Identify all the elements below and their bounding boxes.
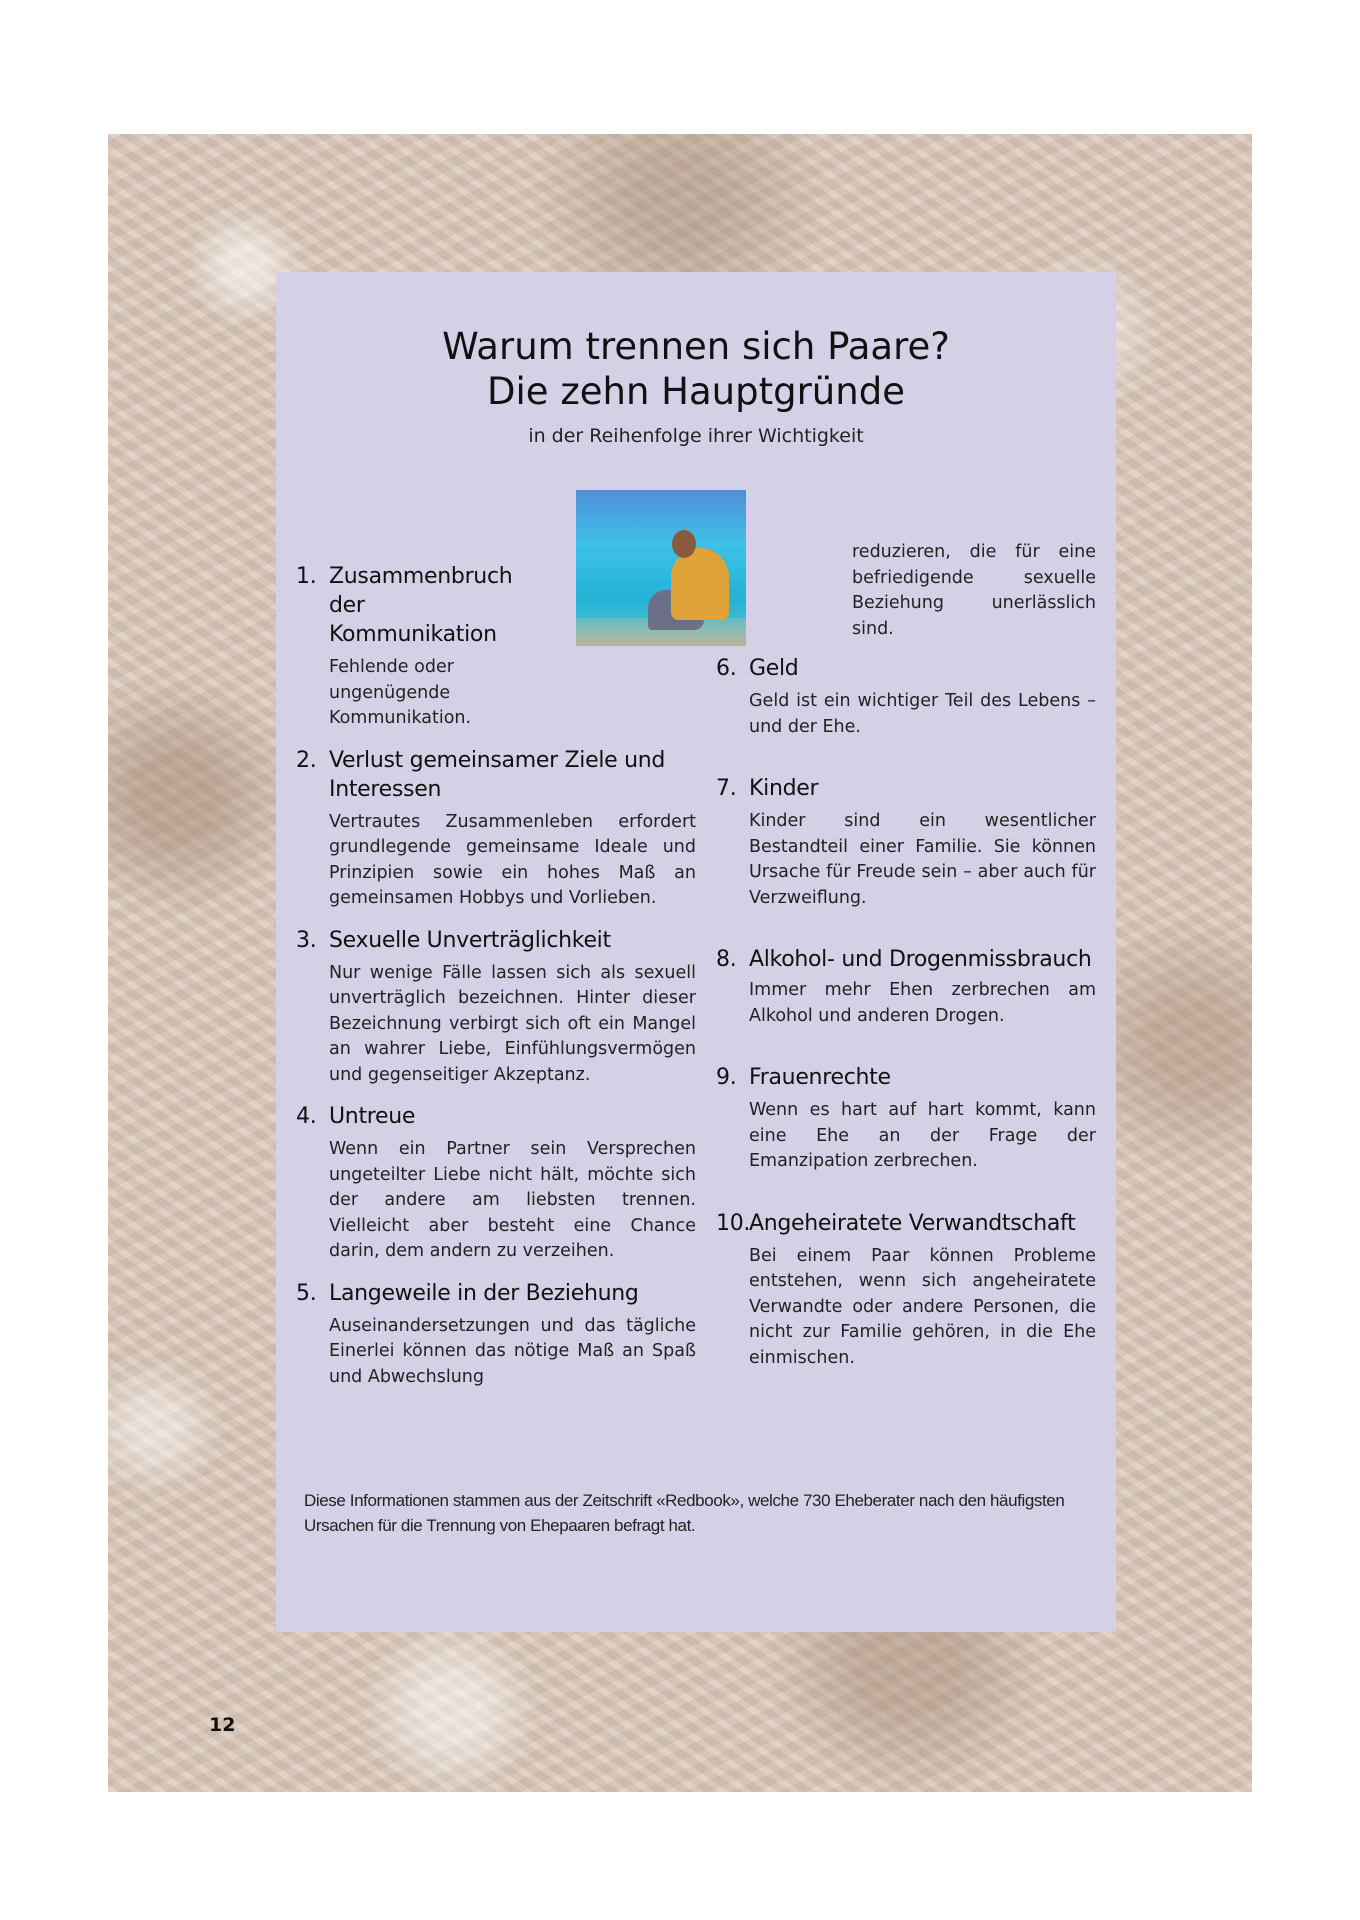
reason-heading: 7. Kinder	[716, 776, 819, 801]
left-column	[296, 562, 696, 1390]
reason-heading: 2. Verlust gemeinsamer Ziele und Interessen	[296, 747, 666, 802]
reason-text: Bei einem Paar können Probleme entstehen, wenn sich angeheiratete Verwandte oder andere Personen, die nicht zur Familie gehören, in die Ehe einmischen.	[749, 1245, 1096, 1368]
reason-heading: 5. Langeweile in der Beziehung	[296, 1280, 639, 1306]
reason-heading: 9. Frauenrechte	[716, 1065, 891, 1090]
reason-text: Vertrautes Zusammenleben erfordert grundlegende gemeinsame Ideale und Prinzipien sowie ein hohes Maß an gemeinsamen Hobbys und Vorlieben.	[329, 811, 696, 908]
reason-heading: 10. Angeheiratete Verwandtschaft	[716, 1210, 1076, 1236]
reason-item-6	[716, 654, 1096, 740]
reason-text: Wenn es hart auf hart kommt, kann eine Ehe an der Frage der Emanzipation zerbrechen.	[749, 1100, 1096, 1171]
reason-item-1	[296, 562, 514, 732]
reason-item-4	[296, 1102, 696, 1265]
title-line-2: Die zehn Hauptgründe	[487, 370, 905, 413]
reason-heading: 6. Geld	[716, 656, 799, 681]
reason-item-9	[716, 1063, 1096, 1175]
reason-item-2	[296, 746, 696, 912]
content-panel	[276, 272, 1116, 1632]
page-subtitle: in der Reihenfolge ihrer Wichtigkeit	[528, 425, 864, 447]
title-line-1: Warum trennen sich Paare?	[442, 325, 950, 368]
reason-item-10	[716, 1209, 1096, 1372]
page-title	[276, 324, 1116, 414]
reason-heading: 8. Alkohol- und Drogenmissbrauch	[716, 947, 1092, 972]
reason-item-5	[296, 1279, 696, 1391]
reason-text: Auseinandersetzungen und das tägliche Einerlei können das nötige Maß an Spaß und Abwechslung	[329, 1315, 696, 1387]
source-footnote: Diese Informationen stammen aus der Zeitschrift «Redbook», welche 730 Eheberater nach den häufigsten Ursachen für die Trennung von Ehepaaren befragt hat.	[304, 1491, 1065, 1535]
reason-text: Fehlende oder ungenügende Kommunikation.	[329, 657, 472, 728]
right-column	[716, 542, 1096, 1371]
reason-heading: 3. Sexuelle Unverträglichkeit	[296, 927, 611, 953]
reason-5-continuation: reduzieren, die für eine befriedigende sexuelle Beziehung unerlässlich sind.	[852, 542, 1096, 639]
reason-heading: 4. Untreue	[296, 1104, 416, 1129]
reason-text: Kinder sind ein wesentlicher Bestandteil einer Familie. Sie können Ursache für Freude sein – aber auch für Verzweiflung.	[749, 811, 1096, 908]
reason-text: Nur wenige Fälle lassen sich als sexuell unverträglich bezeichnen. Hinter dieser Bezeichnung verbirgt sich oft ein Mangel an wahrer Liebe, Einfühlungsvermögen und gegenseitiger Akzeptanz.	[329, 962, 696, 1085]
reason-heading: 1. Zusammenbruch der Kommunikation	[296, 564, 513, 647]
reason-text: Immer mehr Ehen zerbrechen am Alkohol und anderen Drogen.	[749, 980, 1096, 1026]
reason-item-7	[716, 774, 1096, 911]
reason-text: Wenn ein Partner sein Versprechen ungeteilter Liebe nicht hält, möchte sich der andere am liebsten trennen. Vielleicht aber besteht eine Chance darin, dem andern zu verzeihen.	[329, 1139, 696, 1261]
reason-text: Geld ist ein wichtiger Teil des Lebens – und der Ehe.	[749, 691, 1096, 737]
page-number: 12	[209, 1714, 236, 1736]
reason-item-3	[296, 926, 696, 1089]
reason-item-8	[716, 945, 1096, 1029]
